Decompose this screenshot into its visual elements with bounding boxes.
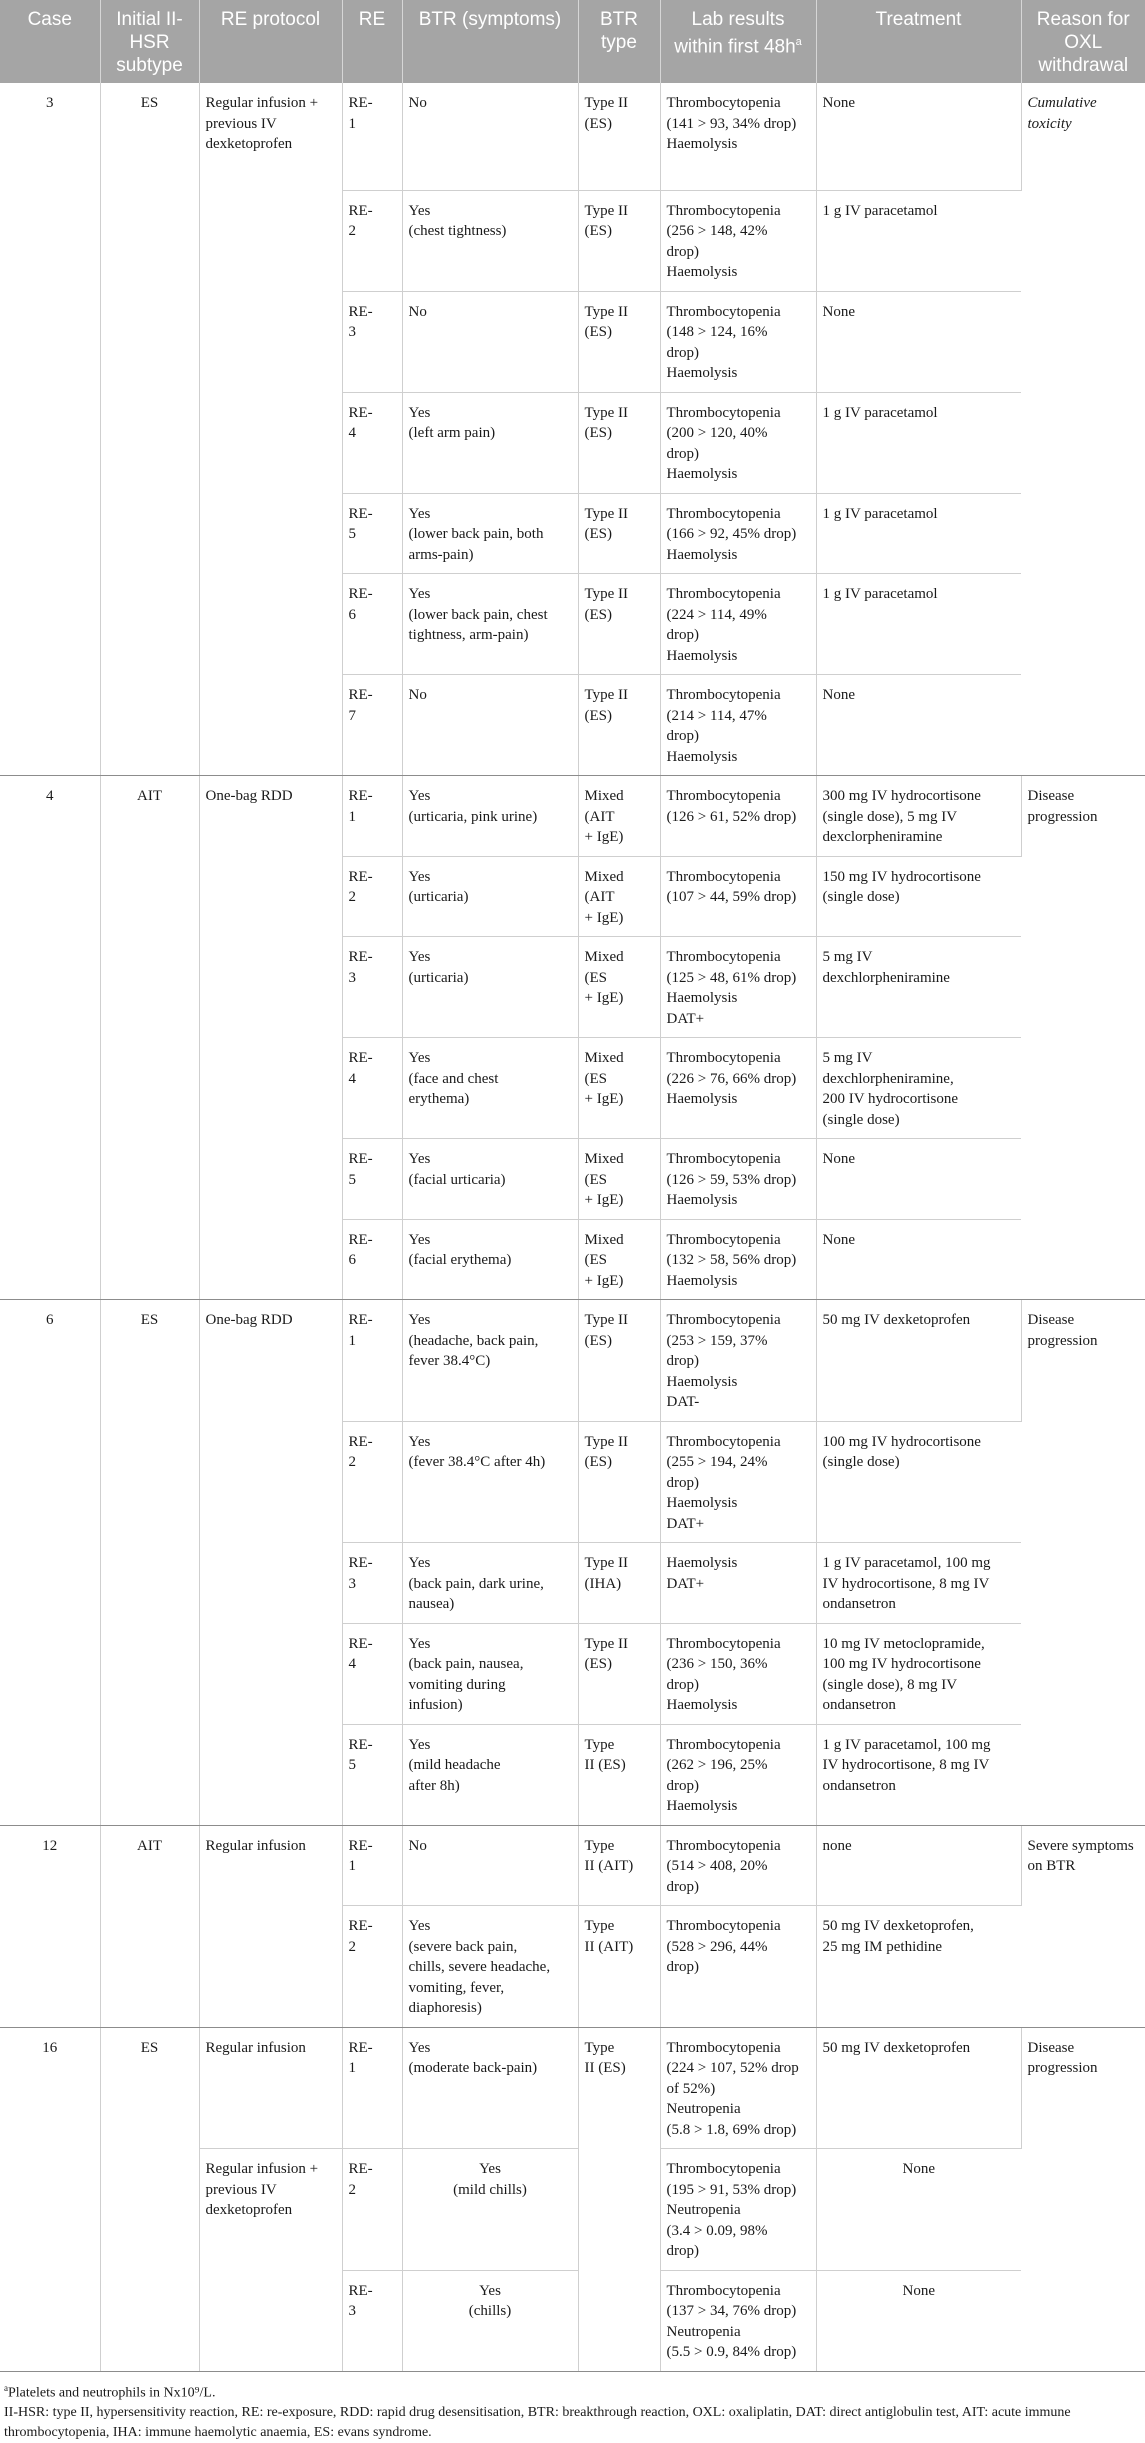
re-label: RE- 5 <box>342 493 402 574</box>
case-number: 6 <box>0 1300 100 1826</box>
btr-type: Mixed (ES + IgE) <box>578 1219 660 1300</box>
case-number: 12 <box>0 1825 100 2027</box>
btr-symptoms: Yes (back pain, dark urine, nausea) <box>402 1543 578 1624</box>
re-label: RE- 6 <box>342 574 402 675</box>
btr-symptoms: Yes (mild chills) <box>402 2149 578 2271</box>
lab-results: Thrombocytopenia (141 > 93, 34% drop) Haemolysis <box>660 83 816 190</box>
btr-symptoms: Yes (urticaria) <box>402 856 578 937</box>
re-label: RE- 6 <box>342 1219 402 1300</box>
re-label: RE- 4 <box>342 1623 402 1724</box>
treatment: 1 g IV paracetamol, 100 mg IV hydrocortisone, 8 mg IV ondansetron <box>816 1724 1021 1825</box>
footnote-marker: a <box>796 36 802 48</box>
treatment: None <box>816 1139 1021 1220</box>
re-label: RE- 2 <box>342 856 402 937</box>
btr-symptoms: Yes (lower back pain, both arms-pain) <box>402 493 578 574</box>
btr-type: Mixed (ES + IgE) <box>578 1038 660 1139</box>
lab-results: Thrombocytopenia (262 > 196, 25% drop) Haemolysis <box>660 1724 816 1825</box>
lab-results: Thrombocytopenia (166 > 92, 45% drop) Haemolysis <box>660 493 816 574</box>
lab-results: Thrombocytopenia (200 > 120, 40% drop) Haemolysis <box>660 392 816 493</box>
case-number: 16 <box>0 2027 100 2371</box>
treatment: 50 mg IV dexketoprofen <box>816 1300 1021 1422</box>
case-number: 3 <box>0 83 100 776</box>
re-label: RE- 3 <box>342 937 402 1038</box>
table-footnotes <box>0 2372 1145 2443</box>
treatment: 5 mg IV dexchlorpheniramine, 200 IV hydrocortisone (single dose) <box>816 1038 1021 1139</box>
header-btr-type: BTR type <box>578 0 660 83</box>
treatment: none <box>816 1825 1021 1906</box>
lab-results: Thrombocytopenia (148 > 124, 16% drop) Haemolysis <box>660 291 816 392</box>
treatment: None <box>816 2149 1021 2271</box>
re-protocol: One-bag RDD <box>199 776 342 1300</box>
table-row <box>0 83 1145 190</box>
treatment: 1 g IV paracetamol <box>816 190 1021 291</box>
treatment: None <box>816 83 1021 190</box>
treatment: None <box>816 291 1021 392</box>
footnote-a: $^a$Platelets and neutrophils in Nx10⁹/L. <box>4 2378 1141 2404</box>
lab-results: Thrombocytopenia (195 > 91, 53% drop) Neutropenia (3.4 > 0.09, 98% drop) <box>660 2149 816 2271</box>
lab-results: Thrombocytopenia (226 > 76, 66% drop) Haemolysis <box>660 1038 816 1139</box>
treatment: 1 g IV paracetamol, 100 mg IV hydrocortisone, 8 mg IV ondansetron <box>816 1543 1021 1624</box>
re-label: RE- 2 <box>342 2149 402 2271</box>
btr-type: Type II (ES) <box>578 83 660 190</box>
lab-results: Thrombocytopenia (255 > 194, 24% drop) Haemolysis DAT+ <box>660 1421 816 1543</box>
re-label: RE- 2 <box>342 1421 402 1543</box>
btr-symptoms: Yes (chest tightness) <box>402 190 578 291</box>
treatment: None <box>816 1219 1021 1300</box>
footnote-abbreviations: II-HSR: type II, hypersensitivity reaction, RE: re-exposure, RDD: rapid drug desensitisation, BTR: breakthrough reaction, OXL: oxaliplatin, DAT: direct antiglobulin test, AIT: acute immune thrombocytopenia, IHA: immune haemolytic anaemia, ES: evans syndrome. <box>4 2403 1141 2443</box>
btr-type: Type II (ES) <box>578 392 660 493</box>
btr-type: Type II (ES) <box>578 1623 660 1724</box>
btr-symptoms: Yes (back pain, nausea, vomiting during infusion) <box>402 1623 578 1724</box>
table-row <box>0 1300 1145 1422</box>
re-label: RE- 2 <box>342 1906 402 2028</box>
treatment: None <box>816 2270 1021 2371</box>
case-number: 4 <box>0 776 100 1300</box>
table-row <box>0 1825 1145 1906</box>
lab-results: Thrombocytopenia (137 > 34, 76% drop) Neutropenia (5.5 > 0.9, 84% drop) <box>660 2270 816 2371</box>
btr-type: Type II (ES) <box>578 1300 660 1422</box>
re-label: RE- 3 <box>342 291 402 392</box>
lab-results: Thrombocytopenia (236 > 150, 36% drop) Haemolysis <box>660 1623 816 1724</box>
treatment: 100 mg IV hydrocortisone (single dose) <box>816 1421 1021 1543</box>
header-initial-subtype: Initial II-HSR subtype <box>100 0 199 83</box>
withdrawal-reason: Disease progression <box>1021 1300 1145 1826</box>
re-protocol: Regular infusion <box>199 2027 342 2149</box>
lab-results: Thrombocytopenia (214 > 114, 47% drop) Haemolysis <box>660 675 816 776</box>
re-label: RE- 5 <box>342 1139 402 1220</box>
re-protocol: One-bag RDD <box>199 1300 342 1826</box>
re-label: RE- 2 <box>342 190 402 291</box>
btr-symptoms: No <box>402 675 578 776</box>
btr-type: Type II (ES) <box>578 675 660 776</box>
treatment: 150 mg IV hydrocortisone (single dose) <box>816 856 1021 937</box>
withdrawal-reason: Severe symptoms on BTR <box>1021 1825 1145 2027</box>
initial-subtype: AIT <box>100 1825 199 2027</box>
lab-results: Thrombocytopenia (126 > 59, 53% drop) Haemolysis <box>660 1139 816 1220</box>
re-label: RE- 3 <box>342 2270 402 2371</box>
lab-results: Thrombocytopenia (253 > 159, 37% drop) Haemolysis DAT- <box>660 1300 816 1422</box>
initial-subtype: ES <box>100 2027 199 2371</box>
re-label: RE- 7 <box>342 675 402 776</box>
re-label: RE- 1 <box>342 776 402 857</box>
re-label: RE- 5 <box>342 1724 402 1825</box>
treatment: 5 mg IV dexchlorpheniramine <box>816 937 1021 1038</box>
header-re: RE <box>342 0 402 83</box>
initial-subtype: AIT <box>100 776 199 1300</box>
btr-symptoms: Yes (moderate back-pain) <box>402 2027 578 2149</box>
header-treatment: Treatment <box>816 0 1021 83</box>
btr-type: Mixed (AIT + IgE) <box>578 776 660 857</box>
re-protocol: Regular infusion <box>199 1825 342 2027</box>
re-label: RE- 4 <box>342 392 402 493</box>
header-re-protocol: RE protocol <box>199 0 342 83</box>
re-label: RE- 1 <box>342 83 402 190</box>
treatment: 1 g IV paracetamol <box>816 493 1021 574</box>
btr-type: Type II (ES) <box>578 1724 660 1825</box>
treatment: 1 g IV paracetamol <box>816 392 1021 493</box>
btr-type: Type II (AIT) <box>578 1906 660 2028</box>
btr-symptoms: Yes (chills) <box>402 2270 578 2371</box>
treatment: 10 mg IV metoclopramide, 100 mg IV hydrocortisone (single dose), 8 mg IV ondansetron <box>816 1623 1021 1724</box>
btr-type: Mixed (AIT + IgE) <box>578 856 660 937</box>
lab-results: Thrombocytopenia (224 > 107, 52% drop of 52%) Neutropenia (5.8 > 1.8, 69% drop) <box>660 2027 816 2149</box>
btr-symptoms: No <box>402 291 578 392</box>
btr-type: Type II (ES) <box>578 574 660 675</box>
re-label: RE- 4 <box>342 1038 402 1139</box>
lab-results: Thrombocytopenia (126 > 61, 52% drop) <box>660 776 816 857</box>
btr-type: Type II (ES) <box>578 493 660 574</box>
lab-results: Thrombocytopenia (132 > 58, 56% drop) Haemolysis <box>660 1219 816 1300</box>
btr-type: Type II (ES) <box>578 2027 660 2371</box>
table-row <box>0 2027 1145 2149</box>
treatment: 1 g IV paracetamol <box>816 574 1021 675</box>
re-label: RE- 3 <box>342 1543 402 1624</box>
btr-symptoms: Yes (facial urticaria) <box>402 1139 578 1220</box>
re-protocol: Regular infusion + previous IV dexketoprofen <box>199 2149 342 2372</box>
re-label: RE- 1 <box>342 2027 402 2149</box>
btr-symptoms: Yes (urticaria) <box>402 937 578 1038</box>
lab-results: Thrombocytopenia (224 > 114, 49% drop) Haemolysis <box>660 574 816 675</box>
re-protocol: Regular infusion + previous IV dexketoprofen <box>199 83 342 776</box>
header-btr-symptoms: BTR (symptoms) <box>402 0 578 83</box>
btr-type: Type II (ES) <box>578 190 660 291</box>
table-body <box>0 83 1145 2371</box>
treatment: None <box>816 675 1021 776</box>
withdrawal-reason: Disease progression <box>1021 2027 1145 2371</box>
header-lab-results: Lab results within first $48h^a$ <box>660 0 816 83</box>
btr-symptoms: Yes (lower back pain, chest tightness, arm-pain) <box>402 574 578 675</box>
btr-type: Type II (AIT) <box>578 1825 660 1906</box>
btr-type: Mixed (ES + IgE) <box>578 1139 660 1220</box>
btr-symptoms: Yes (urticaria, pink urine) <box>402 776 578 857</box>
header-reason-withdrawal: Reason for OXL withdrawal <box>1021 0 1145 83</box>
btr-symptoms: Yes (face and chest erythema) <box>402 1038 578 1139</box>
btr-symptoms: Yes (mild headache after 8h) <box>402 1724 578 1825</box>
btr-symptoms: Yes (facial erythema) <box>402 1219 578 1300</box>
treatment: 50 mg IV dexketoprofen, 25 mg IM pethidine <box>816 1906 1021 2028</box>
lab-results: Haemolysis DAT+ <box>660 1543 816 1624</box>
btr-type: Type II (IHA) <box>578 1543 660 1624</box>
btr-type: Type II (ES) <box>578 1421 660 1543</box>
re-label: RE- 1 <box>342 1300 402 1422</box>
btr-symptoms: Yes (headache, back pain, fever 38.4°C) <box>402 1300 578 1422</box>
re-label: RE- 1 <box>342 1825 402 1906</box>
initial-subtype: ES <box>100 83 199 776</box>
lab-results: Thrombocytopenia (256 > 148, 42% drop) Haemolysis <box>660 190 816 291</box>
header-row <box>0 0 1145 83</box>
btr-symptoms: No <box>402 83 578 190</box>
btr-symptoms: Yes (fever 38.4°C after 4h) <box>402 1421 578 1543</box>
btr-symptoms: Yes (left arm pain) <box>402 392 578 493</box>
withdrawal-reason: Disease progression <box>1021 776 1145 1300</box>
btr-type: Mixed (ES + IgE) <box>578 937 660 1038</box>
btr-symptoms: No <box>402 1825 578 1906</box>
lab-results: Thrombocytopenia (107 > 44, 59% drop) <box>660 856 816 937</box>
lab-results: Thrombocytopenia (125 > 48, 61% drop) Haemolysis DAT+ <box>660 937 816 1038</box>
lab-results: Thrombocytopenia (528 > 296, 44% drop) <box>660 1906 816 2028</box>
treatment: 50 mg IV dexketoprofen <box>816 2027 1021 2149</box>
withdrawal-reason: Cumulative toxicity <box>1021 83 1145 776</box>
initial-subtype: ES <box>100 1300 199 1826</box>
lab-results: Thrombocytopenia (514 > 408, 20% drop) <box>660 1825 816 1906</box>
btr-type: Type II (ES) <box>578 291 660 392</box>
btr-symptoms: Yes (severe back pain, chills, severe headache, vomiting, fever, diaphoresis) <box>402 1906 578 2028</box>
header-case: Case <box>0 0 100 83</box>
table-row <box>0 776 1145 857</box>
treatment: 300 mg IV hydrocortisone (single dose), 5 mg IV dexclorpheniramine <box>816 776 1021 857</box>
